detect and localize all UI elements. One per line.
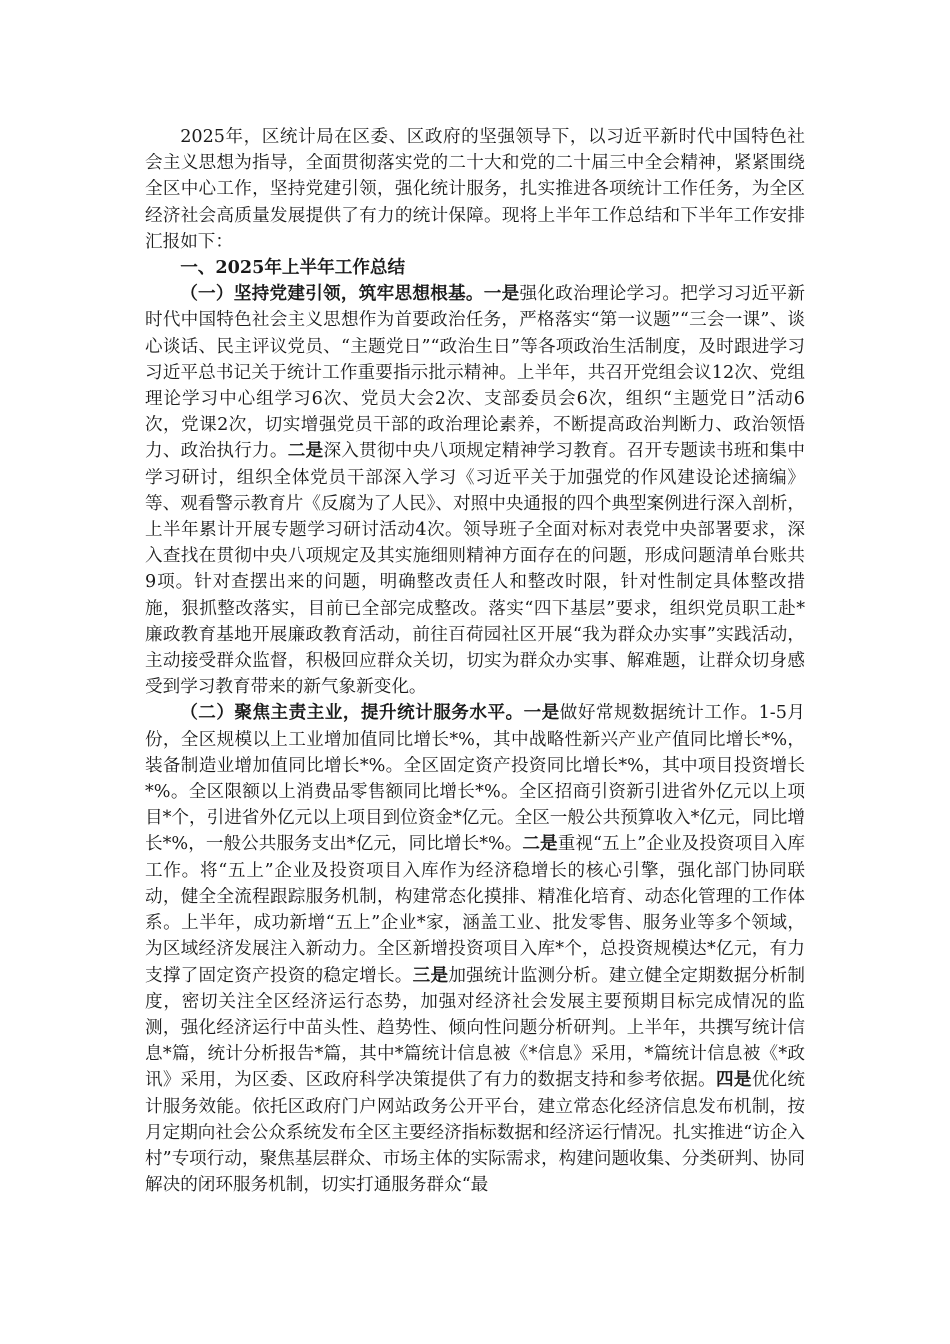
body-text: 做好常规数据统计工作。1-5月份，全区规模以上工业增加值同比增长*%，其中战略性新兴产业产值同比增长*%，装备制造业增加值同比增长*%。全区固定资产投资同比增长*%，其中项目投资增长*%。全区限额以上消费品零售额同比增长*%。全区招商引资新引进省外亿元以上项目*个，引进省外亿元以上项目到位资金*亿元。全区一般公共预算收入*亿元，同比增长*%，一般公共服务支出*亿元，同比增长*%。: [145, 703, 805, 855]
ordinal-label: 二是: [287, 440, 324, 462]
ordinal-label: 三是: [412, 964, 449, 986]
ordinal-label: 一是: [483, 283, 520, 305]
body-text: 优化统计服务效能。依托区政府门户网站政务公开平台，建立常态化经济信息发布机制，按月定期向社会公众系统发布全区主要经济指标数据和经济运行情况。扎实推进“访企入村”专项行动，聚焦基层群众、市场主体的实际需求，构建问题收集、分类研判、协同解决的闭环服务机制，切实打通服务群众“最: [145, 1070, 805, 1196]
body-text: 加强统计监测分析。建立健全定期数据分析制度，密切关注全区经济运行态势，加强对经济社会发展主要预期目标完成情况的监测，强化经济运行中苗头性、趋势性、倾向性问题分析研判。上半年，共撰写统计信息*篇，统计分析报告*篇，其中*篇统计信息被《*信息》采用，*篇统计信息被《*政讯》采用，为区委、区政府科学决策提供了有力的数据支持和参考依据。: [145, 965, 805, 1091]
subsection-2-paragraph: [145, 700, 805, 1198]
ordinal-label: 二是: [522, 833, 558, 855]
ordinal-label: 一是: [523, 702, 560, 724]
body-text: 重视“五上”企业及投资项目入库工作。将“五上”企业及投资项目入库作为经济稳增长的核心引擎，强化部门协同联动，健全全流程跟踪服务机制，构建常态化摸排、精准化培育、动态化管理的工作体系。上半年，成功新增“五上”企业*家，涵盖工业、批发零售、服务业等多个领域，为区域经济发展注入新动力。全区新增投资项目入库*个，总投资规模达*亿元，有力支撑了固定资产投资的稳定增长。: [145, 834, 805, 986]
document-page: [145, 124, 805, 1198]
subsection-1-paragraph: [145, 281, 805, 700]
intro-paragraph: 2025年，区统计局在区委、区政府的坚强领导下，以习近平新时代中国特色社会主义思想为指导，全面贯彻落实党的二十大和党的二十届三中全会精神，紧紧围绕全区中心工作，坚持党建引领，强化统计服务，扎实推进各项统计工作任务，为全区经济社会高质量发展提供了有力的统计保障。现将上半年工作总结和下半年工作安排汇报如下：: [145, 127, 805, 252]
section-heading: 一、2025年上半年工作总结: [180, 257, 406, 279]
subsection-2-lead: （二）聚焦主责主业，提升统计服务水平。: [180, 702, 524, 724]
body-text: 深入贯彻中央八项规定精神学习教育。召开专题读书班和集中学习研讨，组织全体党员干部深入学习《习近平关于加强党的作风建设论述摘编》等、观看警示教育片《反腐为了人民》、对照中央通报的四个典型案例进行深入剖析，上半年累计开展专题学习研讨活动4次。领导班子全面对标对表党中央部署要求，深入查找在贯彻中央八项规定及其实施细则精神方面存在的问题，形成问题清单台账共9项。针对查摆出来的问题，明确整改责任人和整改时限，针对性制定具体整改措施，狠抓整改落实，目前已全部完成整改。落实“四下基层”要求，组织党员职工赴*廉政教育基地开展廉政教育活动，前往百荷园社区开展“我为群众办实事”实践活动，主动接受群众监督，积极回应群众关切，切实为群众办实事、解难题，让群众切身感受到学习教育带来的新气象新变化。: [145, 441, 805, 698]
subsection-1-lead: （一）坚持党建引领，筑牢思想根基。: [180, 283, 484, 305]
ordinal-label: 四是: [716, 1069, 752, 1091]
body-text: 强化政治理论学习。把学习习近平新时代中国特色社会主义思想作为首要政治任务，严格落实“第一议题”“三会一课”、谈心谈话、民主评议党员、“主题党日”“政治生日”等各项政治生活制度，及时跟进学习习近平总书记关于统计工作重要指示批示精神。上半年，共召开党组会议12次、党组理论学习中心组学习6次、党员大会2次、支部委员会6次，组织“主题党日”活动6次，党课2次，切实增强党员干部的政治理论素养，不断提高政治判断力、政治领悟力、政治执行力。: [145, 284, 805, 462]
